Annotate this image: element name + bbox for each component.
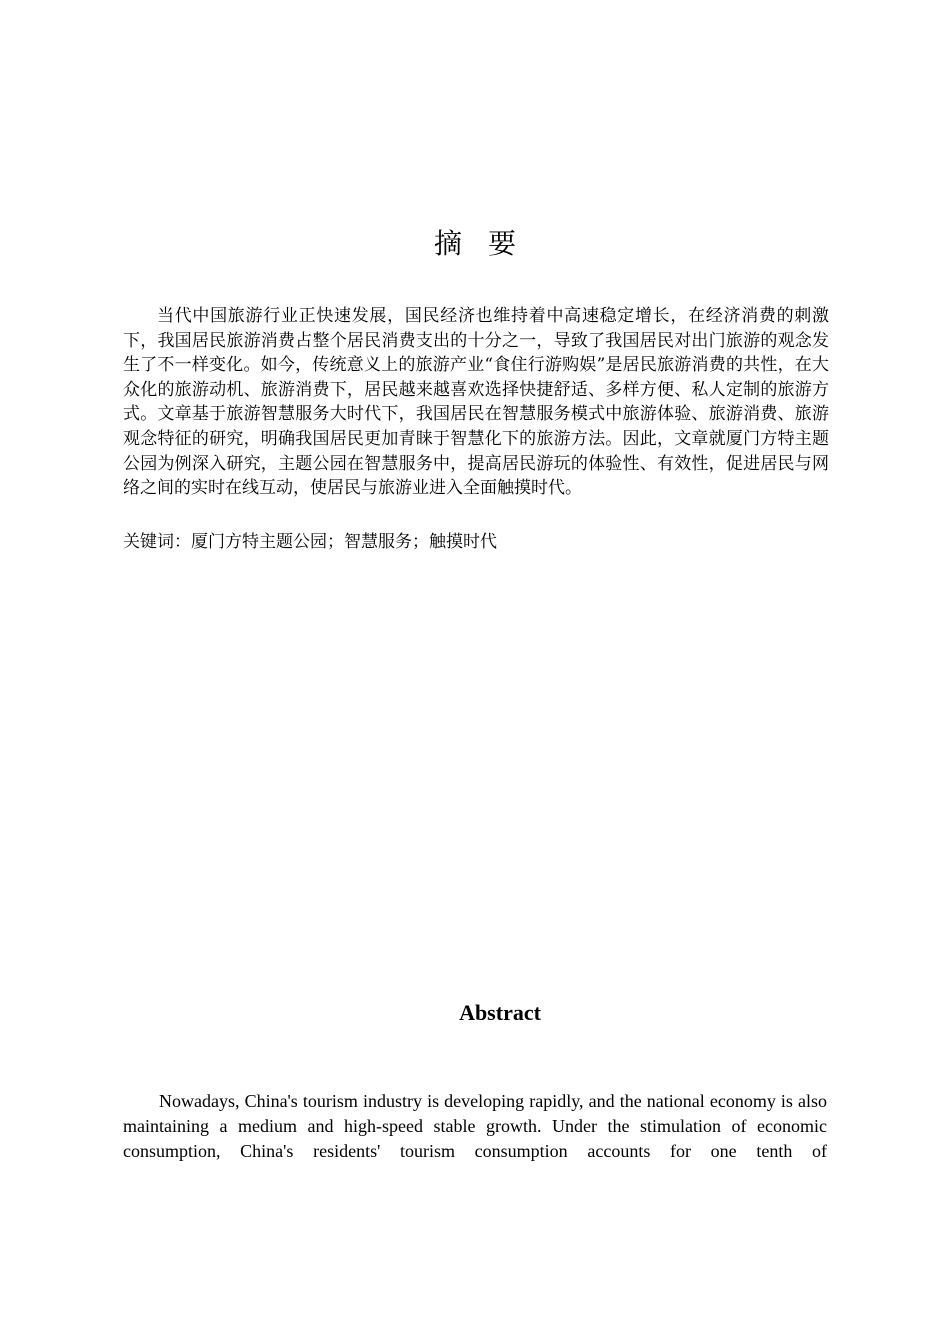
keywords-label: 关键词： [123,532,191,552]
chinese-keywords-line [123,530,829,554]
chinese-abstract-body: 当代中国旅游行业正快速发展，国民经济也维持着中高速稳定增长，在经济消费的刺激下，我国居民旅游消费占整个居民消费支出的十分之一，导致了我国居民对出门旅游的观念发生了不一样变化。如今，传统意义上的旅游产业“食住行游购娱”是居民旅游消费的共性，在大众化的旅游动机、旅游消费下，居民越来越喜欢选择快捷舒适、多样方便、私人定制的旅游方式。文章基于旅游智慧服务大时代下，我国居民在智慧服务模式中旅游体验、旅游消费、旅游观念特征的研究，明确我国居民更加青睐于智慧化下的旅游方法。因此，文章就厦门方特主题公园为例深入研究，主题公园在智慧服务中，提高居民游玩的体验性、有效性，促进居民与网络之间的实时在线互动，使居民与旅游业进入全面触摸时代。 [123,306,829,499]
keywords-text: 厦门方特主题公园；智慧服务；触摸时代 [191,532,497,552]
chinese-abstract-title: 摘要 [433,227,542,260]
english-abstract-title: Abstract [459,1000,541,1025]
english-abstract-body: Nowadays, China's tourism industry is developing rapidly, and the national economy is also maintaining a medium and high-speed stable growth. Under the stimulation of economic consumption, China's residents' tourism consumption accounts for one tenth of [123,1091,827,1161]
